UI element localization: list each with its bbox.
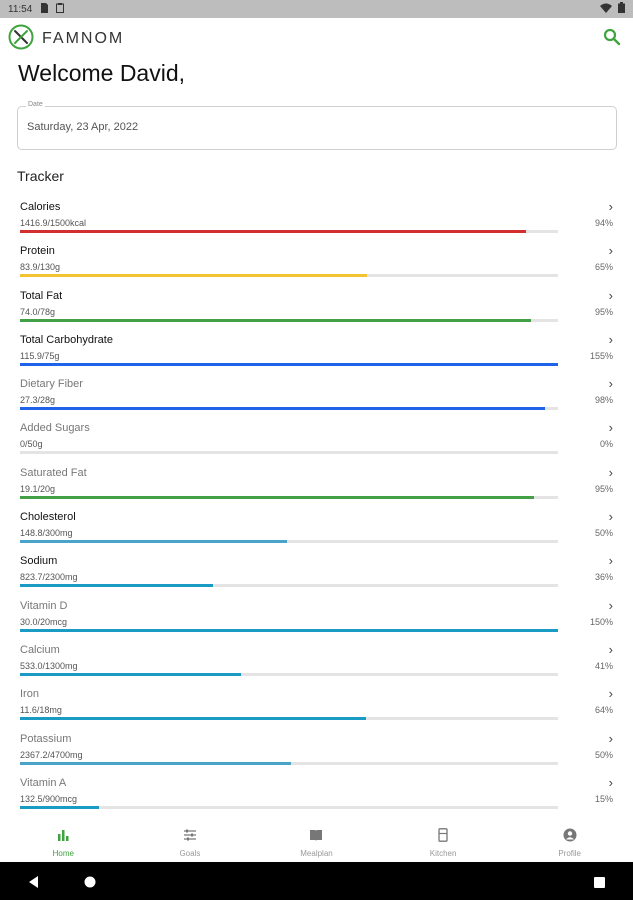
progress-bar	[20, 673, 558, 676]
nutrient-percent: 50%	[594, 528, 613, 539]
app-name: FAMNOM	[42, 30, 125, 47]
app-bar	[0, 18, 633, 60]
chevron-right-icon: ›	[608, 553, 613, 569]
bar-chart-icon	[56, 828, 70, 847]
search-button[interactable]	[599, 26, 625, 52]
clipboard-icon	[56, 3, 64, 16]
nutrient-name: Protein	[20, 245, 55, 258]
tracker-title: Tracker	[17, 168, 64, 184]
tracker-row[interactable]	[0, 419, 633, 463]
nav-label: Profile	[558, 849, 582, 858]
tracker-row[interactable]	[0, 774, 633, 818]
progress-fill	[20, 629, 558, 632]
welcome-heading: Welcome David,	[18, 60, 186, 86]
nav-label: Mealplan	[300, 849, 333, 858]
chevron-right-icon: ›	[608, 331, 613, 347]
chevron-right-icon: ›	[608, 774, 613, 790]
progress-bar	[20, 629, 558, 632]
tracker-row[interactable]	[0, 242, 633, 286]
date-field-value: Saturday, 23 Apr, 2022	[27, 121, 139, 133]
recents-button[interactable]	[594, 875, 605, 893]
progress-fill	[20, 717, 366, 720]
progress-bar	[20, 717, 558, 720]
nav-label: Kitchen	[429, 849, 457, 858]
date-field-label: Date	[28, 101, 43, 108]
sim-card-icon	[40, 3, 48, 16]
nutrient-name: Iron	[20, 688, 39, 701]
nutrient-value: 823.7/2300mg	[20, 572, 78, 583]
progress-bar	[20, 363, 558, 366]
nutrient-name: Vitamin D	[20, 599, 68, 612]
status-bar	[0, 0, 633, 18]
recents-square-icon	[594, 877, 605, 888]
nav-label: Goals	[179, 849, 201, 858]
nutrient-name: Vitamin A	[20, 776, 67, 789]
chevron-right-icon: ›	[608, 509, 613, 525]
progress-bar	[20, 584, 558, 587]
progress-bar	[20, 496, 558, 499]
tracker-row[interactable]	[0, 198, 633, 242]
chevron-right-icon: ›	[608, 420, 613, 436]
back-button[interactable]	[28, 875, 40, 893]
progress-bar	[20, 319, 558, 322]
nutrient-value: 83.9/130g	[20, 262, 61, 273]
progress-fill	[20, 762, 291, 765]
nutrient-value: 533.0/1300mg	[20, 660, 78, 671]
profile-icon	[563, 828, 577, 847]
nutrient-value: 30.0/20mcg	[20, 616, 68, 627]
progress-fill	[20, 496, 534, 499]
nutrient-percent: 64%	[594, 705, 613, 716]
progress-bar	[20, 762, 558, 765]
chevron-right-icon: ›	[608, 597, 613, 613]
nutrient-percent: 95%	[594, 483, 613, 494]
nutrient-name: Calories	[20, 201, 61, 213]
nutrient-percent: 0%	[599, 439, 613, 450]
tracker-row[interactable]	[0, 331, 633, 375]
nav-item-home[interactable]	[0, 822, 127, 862]
nutrient-percent: 36%	[594, 572, 613, 583]
nutrient-value: 2367.2/4700mg	[20, 749, 83, 760]
famnom-logo-icon	[8, 24, 34, 55]
tracker-row[interactable]	[0, 508, 633, 552]
nutrient-name: Dietary Fiber	[20, 378, 83, 391]
chevron-right-icon: ›	[608, 243, 613, 259]
nutrient-value: 1416.9/1500kcal	[20, 218, 87, 228]
tracker-row[interactable]	[0, 464, 633, 508]
progress-fill	[20, 319, 531, 322]
progress-bar	[20, 806, 558, 809]
progress-fill	[20, 806, 99, 809]
nav-item-mealplan[interactable]	[253, 822, 380, 862]
nutrient-name: Potassium	[20, 732, 72, 745]
chevron-right-icon: ›	[608, 730, 613, 746]
date-field[interactable]	[17, 101, 617, 150]
progress-bar	[20, 230, 558, 233]
nutrient-name: Total Carbohydrate	[20, 333, 113, 346]
tracker-row[interactable]	[0, 552, 633, 596]
nav-label: Home	[52, 849, 74, 858]
tracker-row[interactable]	[0, 685, 633, 729]
chevron-right-icon: ›	[608, 287, 613, 303]
chevron-right-icon: ›	[608, 464, 613, 480]
wifi-icon	[600, 3, 612, 16]
nutrient-percent: 41%	[594, 660, 613, 671]
tracker-list	[0, 198, 633, 818]
tracker-row[interactable]	[0, 375, 633, 419]
fridge-icon	[436, 828, 450, 847]
progress-fill	[20, 407, 545, 410]
tracker-row[interactable]	[0, 641, 633, 685]
nutrient-value: 27.3/28g	[20, 395, 56, 406]
nutrient-percent: 94%	[594, 218, 613, 228]
app-logo	[8, 24, 124, 55]
nav-item-goals[interactable]	[127, 822, 254, 862]
nutrient-percent: 155%	[589, 350, 613, 361]
nutrient-value: 0/50g	[20, 439, 43, 450]
back-icon	[28, 876, 40, 888]
chevron-right-icon: ›	[608, 376, 613, 392]
nutrient-name: Saturated Fat	[20, 466, 87, 479]
progress-fill	[20, 230, 526, 233]
nav-item-profile[interactable]	[506, 822, 633, 862]
status-time: 11:54	[8, 3, 33, 15]
nutrient-percent: 95%	[594, 306, 613, 317]
chevron-right-icon: ›	[608, 199, 613, 214]
nutrient-value: 148.8/300mg	[20, 528, 73, 539]
nutrient-name: Total Fat	[20, 289, 63, 302]
tracker-row[interactable]	[0, 730, 633, 774]
nutrient-percent: 150%	[589, 616, 613, 627]
nutrient-value: 11.6/18mg	[20, 705, 62, 716]
nutrient-value: 19.1/20g	[20, 483, 56, 494]
nutrient-percent: 65%	[594, 262, 613, 273]
battery-icon	[618, 2, 625, 16]
progress-fill	[20, 540, 287, 543]
progress-fill	[20, 363, 558, 366]
nav-item-kitchen[interactable]	[380, 822, 507, 862]
nutrient-name: Calcium	[20, 643, 60, 656]
tracker-row[interactable]	[0, 287, 633, 331]
sliders-icon	[183, 828, 197, 847]
progress-fill	[20, 274, 367, 277]
nutrient-name: Sodium	[20, 555, 58, 568]
nutrient-percent: 98%	[594, 395, 613, 406]
nutrient-value: 74.0/78g	[20, 306, 56, 317]
chevron-right-icon: ›	[608, 686, 613, 702]
chevron-right-icon: ›	[608, 641, 613, 657]
nutrient-percent: 50%	[594, 749, 613, 760]
progress-bar	[20, 451, 558, 454]
progress-bar	[20, 540, 558, 543]
system-navigation-bar	[0, 862, 633, 900]
nutrient-value: 115.9/75g	[20, 350, 60, 361]
home-circle-icon	[84, 876, 96, 888]
tracker-row[interactable]	[0, 597, 633, 641]
progress-bar	[20, 407, 558, 410]
search-icon	[603, 28, 621, 51]
progress-bar	[20, 274, 558, 277]
nutrient-percent: 15%	[594, 793, 613, 804]
nutrient-name: Cholesterol	[20, 511, 76, 524]
progress-fill	[20, 584, 213, 587]
nutrient-name: Added Sugars	[20, 422, 90, 435]
home-system-button[interactable]	[84, 875, 96, 893]
book-icon	[309, 828, 323, 847]
nutrient-value: 132.5/900mcg	[20, 793, 78, 804]
progress-fill	[20, 673, 241, 676]
bottom-navigation	[0, 822, 633, 862]
